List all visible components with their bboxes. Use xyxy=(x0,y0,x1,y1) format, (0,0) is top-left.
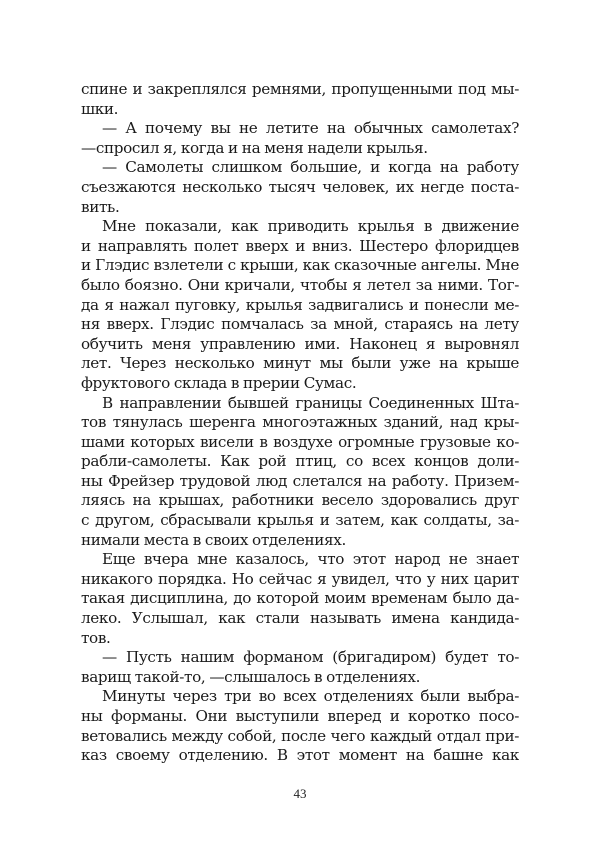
text-line: лет. Через несколько минут мы были уже на крыше xyxy=(81,354,519,373)
text-line: съезжаются несколько тысяч человек, их негде поста- xyxy=(81,177,519,196)
text-line: обучить меня управлению ими. Наконец я выровнял xyxy=(81,334,519,353)
text-line: ляясь на крышах, работники весело здоровались друг xyxy=(81,491,519,510)
text-line: леко. Услышал, как стали называть имена кандида- xyxy=(81,609,519,628)
text-line: ны Фрейзер трудовой люд слетался на работу. Призем- xyxy=(81,471,519,490)
text-line: никакого порядка. Но сейчас я увидел, что у них царит xyxy=(81,569,519,588)
text-line: В направлении бывшей границы Соединенных Шта- xyxy=(102,393,519,412)
page-body-text xyxy=(81,80,519,766)
text-line: рабли-самолеты. Как рой птиц, со всех концов доли- xyxy=(81,452,519,471)
text-line: Еще вчера мне казалось, что этот народ не знает xyxy=(102,550,519,569)
text-line: ветовались между собой, после чего каждый отдал при- xyxy=(81,726,519,745)
text-line: было боязно. Они кричали, чтобы я летел за ними. Тог- xyxy=(81,275,519,294)
text-line: Мне показали, как приводить крылья в движение xyxy=(102,217,519,236)
text-line: — А почему вы не летите на обычных самолетах? xyxy=(102,119,519,138)
text-line: — Пусть нашим форманом (бригадиром) будет то- xyxy=(102,648,519,667)
text-line: нимали места в своих отделениях. xyxy=(81,530,346,549)
page-number: 43 xyxy=(293,786,307,801)
text-line: с другом, сбрасывали крылья и затем, как солдаты, за- xyxy=(81,511,519,530)
text-line: такая дисциплина, до которой моим временам было да- xyxy=(81,589,519,608)
text-line: шки. xyxy=(81,99,119,118)
text-line: вить. xyxy=(81,197,120,216)
text-line: спине и закреплялся ремнями, пропущенными под мы- xyxy=(81,80,519,98)
text-line: каз своему отделению. В этот момент на башне как xyxy=(81,746,519,765)
text-line: и направлять полет вверх и вниз. Шестеро флоридцев xyxy=(81,236,519,255)
text-line: тов. xyxy=(81,628,111,647)
text-line: —спросил я, когда и на меня надели крылья. xyxy=(81,138,428,157)
text-line: ня вверх. Глэдис помчалась за мной, стараясь на лету xyxy=(81,315,519,334)
text-line: ны форманы. Они выступили вперед и коротко посо- xyxy=(81,707,519,725)
text-line: — Самолеты слишком большие, и когда на работу xyxy=(102,158,519,177)
text-line: тов тянулась шеренга многоэтажных зданий, над кры- xyxy=(81,413,519,432)
text-line: да я нажал пуговку, крылья задвигались и понесли ме- xyxy=(81,295,519,314)
text-line: шами которых висели в воздухе огромные грузовые ко- xyxy=(81,432,519,451)
text-line: Минуты через три во всех отделениях были выбра- xyxy=(102,687,519,706)
text-line: варищ такой-то, —слышалось в отделениях. xyxy=(81,667,421,686)
text-line: и Глэдис взлетели с крыши, как сказочные ангелы. Мне xyxy=(81,256,519,275)
text-line: фруктового склада в прерии Сумас. xyxy=(81,373,357,392)
